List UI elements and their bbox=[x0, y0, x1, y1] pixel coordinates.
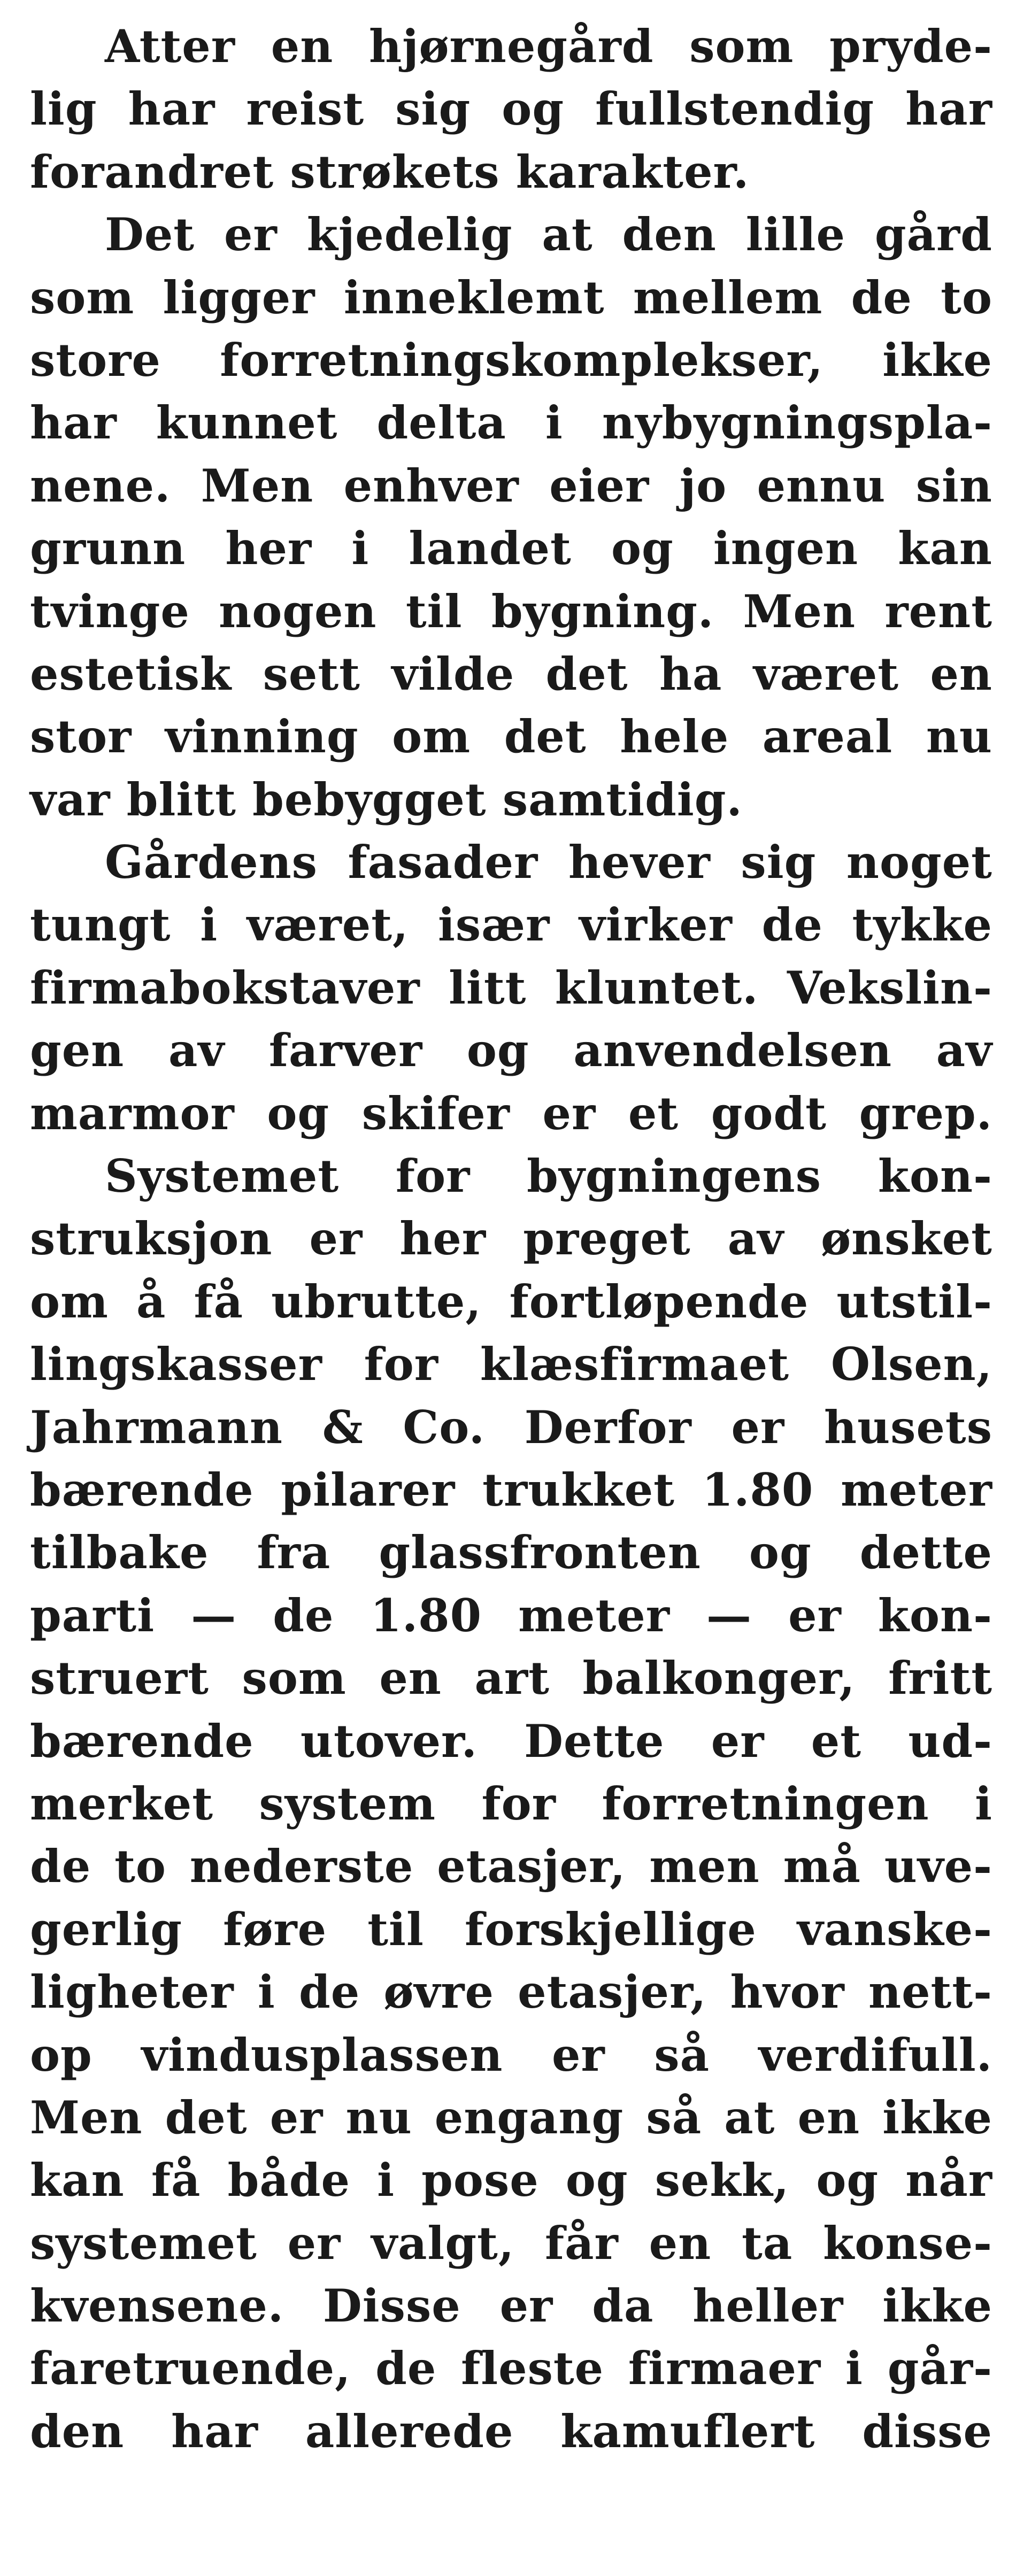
text-line: har kunnet delta i nybygningspla- bbox=[30, 396, 992, 450]
text-line: forandret strøkets karakter. bbox=[30, 145, 750, 198]
text-line: parti — de 1.80 meter — er kon- bbox=[30, 1588, 992, 1642]
text-line: kan få både i pose og sekk, og når bbox=[30, 2154, 992, 2207]
text-line: lingskasser for klæsfirmaet Olsen, bbox=[30, 1338, 992, 1391]
text-line: firmabokstaver litt kluntet. Vekslin- bbox=[30, 961, 992, 1014]
text-line: tungt i været, især virker de tykke bbox=[30, 898, 992, 952]
text-line: grunn her i landet og ingen kan bbox=[30, 522, 992, 575]
paragraph-2 bbox=[30, 203, 992, 831]
text-line: systemet er valgt, får en ta konse- bbox=[30, 2216, 992, 2270]
text-line: nene. Men enhver eier jo ennu sin bbox=[30, 459, 992, 512]
article-column bbox=[30, 15, 992, 2463]
text-line: faretruende, de fleste firmaer i går- bbox=[30, 2342, 992, 2395]
text-line: op vindusplassen er så verdifull. bbox=[30, 2028, 992, 2081]
text-line: estetisk sett vilde det ha været en bbox=[30, 647, 992, 700]
text-line: gen av farver og anvendelsen av bbox=[30, 1024, 992, 1077]
text-line: ligheter i de øvre etasjer, hvor nett- bbox=[30, 1965, 992, 2019]
text-line: tvinge nogen til bygning. Men rent bbox=[30, 584, 992, 638]
text-line: som ligger inneklemt mellem de to bbox=[30, 271, 992, 324]
text-line: Atter en hjørnegård som pryde- bbox=[105, 20, 992, 73]
text-line: de to nederste etasjer, men må uve- bbox=[30, 1840, 992, 1893]
text-line: struert som en art balkonger, fritt bbox=[30, 1652, 992, 1705]
text-line: var blitt bebygget samtidig. bbox=[30, 773, 743, 826]
text-line: tilbake fra glassfronten og dette bbox=[30, 1526, 992, 1579]
text-line: om å få ubrutte, fortløpende utstil- bbox=[30, 1275, 992, 1328]
text-line: marmor og skifer er et godt grep. bbox=[30, 1086, 992, 1140]
text-line: lig har reist sig og fullstendig har bbox=[30, 82, 992, 136]
text-line: Det er kjedelig at den lille gård bbox=[105, 208, 992, 261]
text-line: stor vinning om det hele areal nu bbox=[30, 710, 992, 763]
text-line: bærende pilarer trukket 1.80 meter bbox=[30, 1463, 992, 1516]
text-line: struksjon er her preget av ønsket bbox=[30, 1212, 992, 1266]
text-line: kvensene. Disse er da heller ikke bbox=[30, 2279, 992, 2333]
text-line: bærende utover. Dette er et ud- bbox=[30, 1714, 992, 1768]
text-line: merket system for forretningen i bbox=[30, 1777, 992, 1830]
text-line: store forretningskomplekser, ikke bbox=[30, 333, 992, 387]
paragraph-4 bbox=[30, 1145, 992, 2463]
text-line: den har allerede kamuflert disse bbox=[30, 2404, 992, 2458]
paragraph-3 bbox=[30, 831, 992, 1145]
text-line: Jahrmann & Co. Derfor er husets bbox=[30, 1400, 992, 1454]
text-line: Gårdens fasader hever sig noget bbox=[105, 836, 992, 889]
text-line: Men det er nu engang så at en ikke bbox=[30, 2091, 992, 2144]
text-line: gerlig føre til forskjellige vanske- bbox=[30, 1902, 992, 1956]
text-line: Systemet for bygningens kon- bbox=[105, 1150, 992, 1203]
paragraph-1 bbox=[30, 15, 992, 203]
